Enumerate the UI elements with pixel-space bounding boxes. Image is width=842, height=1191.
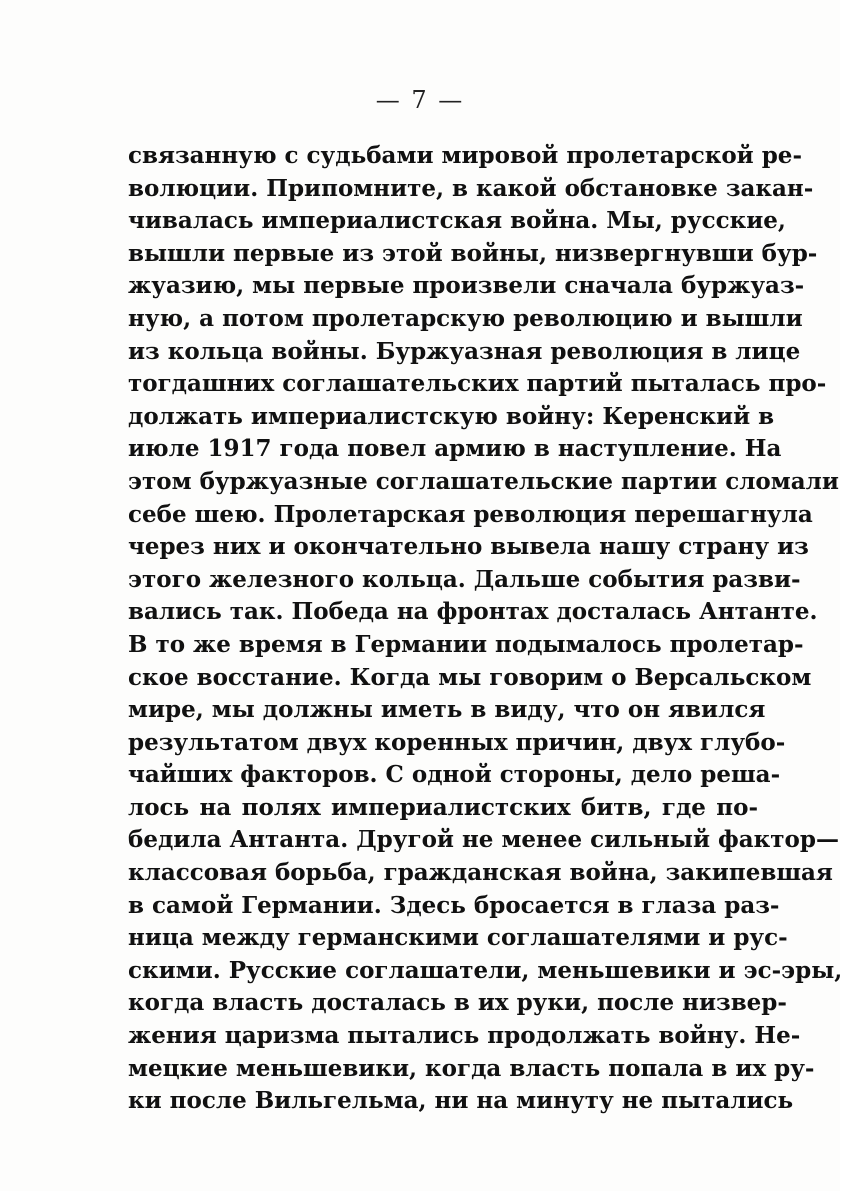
page-number: — 7 —	[375, 86, 465, 114]
text-line: лось на полях империалистских битв, где по-	[128, 793, 758, 821]
text-line: когда власть досталась в их руки, после низвер-	[128, 989, 787, 1017]
text-line: жуазию, мы первые произвели сначала буржуаз-	[128, 272, 805, 300]
text-line: мецкие меньшевики, когда власть попала в их ру-	[128, 1054, 815, 1082]
text-line: ское восстание. Когда мы говорим о Версальском	[128, 663, 812, 691]
text-line: чивалась империалистская война. Мы, русские,	[128, 207, 786, 235]
body-text	[128, 140, 842, 1118]
text-line: ки после Вильгельма, ни на минуту не пытались	[128, 1087, 794, 1115]
text-line: ную, а потом пролетарскую революцию и вышли	[128, 304, 803, 332]
text-line: через них и окончательно вывела нашу страну из	[128, 533, 809, 561]
text-line: ница между германскими соглашателями и рус-	[128, 924, 788, 952]
text-line: себе шею. Пролетарская революция перешагнула	[128, 500, 813, 528]
text-line: мире, мы должны иметь в виду, что он явился	[128, 696, 766, 724]
text-line: жения царизма пытались продолжать войну. Не-	[128, 1022, 801, 1050]
text-line: классовая борьба, гражданская война, закипевшая	[128, 859, 833, 887]
text-line: чайших факторов. С одной стороны, дело реша-	[128, 761, 781, 789]
text-line: вались так. Победа на фронтах досталась Антанте.	[128, 598, 818, 626]
text-line: связанную с судьбами мировой пролетарской ре-	[128, 142, 802, 169]
text-line: из кольца войны. Буржуазная революция в лице	[128, 337, 801, 365]
text-line: скими. Русские соглашатели, меньшевики и эс-эры,	[128, 956, 842, 984]
text-line: волюции. Припомните, в какой обстановке закан-	[128, 174, 814, 202]
text-line: этом буржуазные соглашательские партии сломали	[128, 467, 839, 495]
text-line: В то же время в Германии подымалось пролетар-	[128, 630, 804, 658]
text-line: вышли первые из этой войны, низвергнувши бур-	[128, 239, 818, 267]
text-line: результатом двух коренных причин, двух глубо-	[128, 728, 786, 756]
text-line: этого железного кольца. Дальше события разви-	[128, 565, 801, 593]
text-line: июле 1917 года повел армию в наступление. На	[128, 435, 782, 463]
text-line: тогдашних соглашательских партий пыталась про-	[128, 370, 827, 398]
text-line: бедила Антанта. Другой не менее сильный фактор—	[128, 826, 839, 854]
text-line: в самой Германии. Здесь бросается в глаза раз-	[128, 891, 780, 919]
text-line: должать империалистскую войну: Керенский в	[128, 402, 775, 430]
